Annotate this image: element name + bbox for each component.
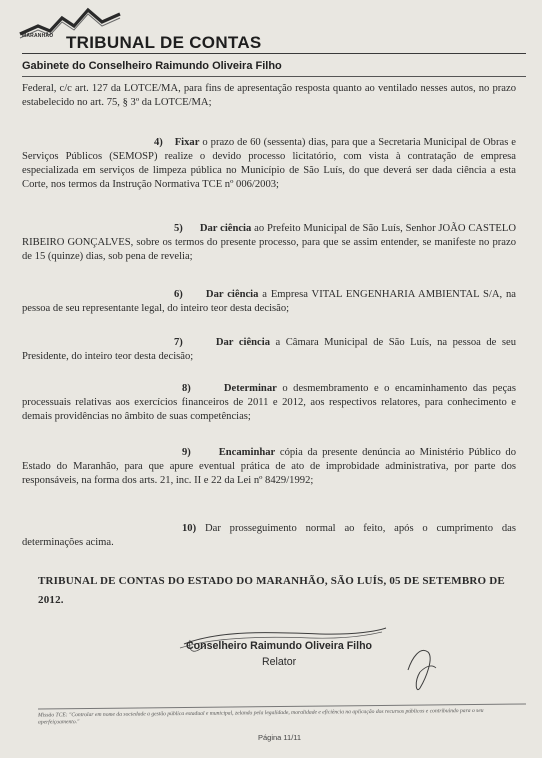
signer-name: Conselheiro Raimundo Oliveira Filho	[186, 640, 373, 652]
header-divider	[22, 53, 526, 54]
item-number: 9)	[182, 447, 191, 458]
item-text: ao Prefeito Municipal de São Luís, Senhor JOÃO CASTELO RIBEIRO GONÇALVES, sobre os termos do presente processo, para que se assim entender, se manifeste no prazo de 15 (quinze) dias, sob pena de revelia;	[22, 223, 517, 262]
item-verb: Encaminhar	[218, 447, 276, 458]
item-text: a Câmara Municipal de São Luís, na pessoa de seu Presidente, do inteiro teor desta decisão;	[22, 337, 516, 362]
item-6	[22, 288, 516, 316]
item-5	[22, 222, 516, 264]
item-text: o desmembramento e o encaminhamento das peças processuais relativas aos exercícios financeiros de 2011 e 2012, aos respectivos relatores, para conhecimento e demais providências no âmbito de suas competências;	[22, 383, 516, 422]
item-verb: Dar ciência	[215, 337, 271, 348]
item-number: 5)	[174, 223, 183, 234]
item-7	[22, 336, 516, 364]
intro-paragraph	[22, 82, 516, 110]
item-text: cópia da presente denúncia ao Ministério Público do Estado do Maranhão, para que apure eventual prática de ato de improbidade administrativa, por parte dos responsáveis, na forma dos arts. 21, inc. II e 22 da Lei nº 8429/1992;	[22, 447, 516, 486]
item-number: 8)	[182, 383, 191, 394]
item-verb: Dar prosseguimento	[204, 523, 297, 534]
organization-name: TRIBUNAL DE CONTAS	[66, 33, 262, 52]
footer-mission-note: Missão TCE: "Controlar em nome da sociedade a gestão pública estadual e municipal, zelando pela legalidade, moralidade e eficiência na aplicação dos recursos públicos e contribuindo para o seu aperfeiçoamento."	[37, 707, 484, 726]
signer-role: Relator	[262, 656, 297, 668]
office-name: Gabinete do Conselheiro Raimundo Oliveira Filho	[22, 60, 282, 72]
item-text: normal ao feito, após o cumprimento das determinações acima.	[22, 523, 516, 548]
page-number: Página 11/11	[258, 733, 302, 742]
item-verb: Fixar	[174, 137, 200, 148]
office-divider	[22, 76, 526, 77]
handwritten-signature	[150, 622, 530, 697]
item-verb: Dar ciência	[205, 289, 259, 300]
item-verb: Determinar	[223, 383, 277, 394]
state-tag: MARANHÃO	[22, 33, 54, 39]
item-number: 4)	[154, 137, 163, 148]
item-number: 10)	[182, 523, 197, 534]
item-9	[22, 446, 516, 488]
item-number: 6)	[174, 289, 183, 300]
item-number: 7)	[174, 337, 183, 348]
closing-statement: TRIBUNAL DE CONTAS DO ESTADO DO MARANHÃO, SÃO LUÍS, 05 DE SETEMBRO DE 2012.	[38, 575, 505, 606]
item-10	[22, 522, 516, 550]
item-text: a Empresa VITAL ENGENHARIA AMBIENTAL S/A, na pessoa de seu representante legal, do inteiro teor desta decisão;	[22, 289, 517, 314]
item-4	[22, 136, 516, 192]
item-text: o prazo de 60 (sessenta) dias, para que a Secretaria Municipal de Obras e Serviços Públicos (SEMOSP) realize o devido processo licitatório, com vista à contratação de empresa especializada em serviços de limpeza pública no Município de São Luís, do que deverá ser dada ciência a esta Corte, nos termos da Instrução Normativa TCE nº 006/2003;	[22, 137, 516, 190]
intro-text: Federal, c/c art. 127 da LOTCE/MA, para fins de apresentação resposta quanto ao ventilado nesses autos, no prazo estabelecido no art. 75, § 3º da LOTCE/MA;	[22, 83, 516, 108]
item-verb: Dar ciência	[199, 223, 252, 234]
item-8	[22, 382, 516, 424]
